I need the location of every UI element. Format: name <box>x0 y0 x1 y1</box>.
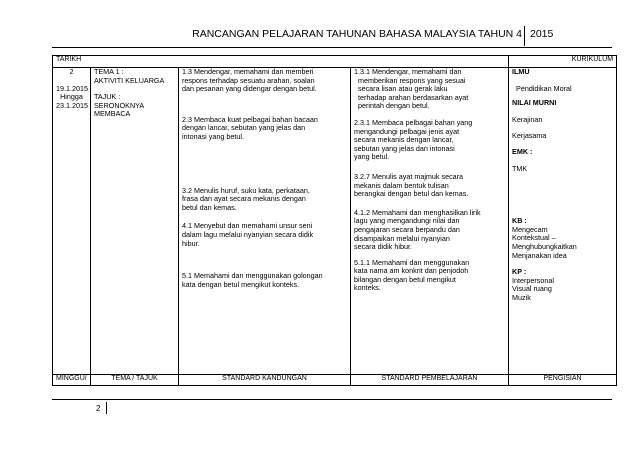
sk-line: 1.3 Mendengar, memahami dan memberi <box>182 67 314 76</box>
sp-line: lagu yang mengandungi nilai dan <box>354 216 460 226</box>
kp-item: Muzik <box>512 292 531 302</box>
kp-item: Visual ruang <box>512 284 552 294</box>
sp-line: 5.1.1 Memahami dan menggunakan <box>354 257 470 267</box>
sp-line: memberikan respons yang sesuai <box>358 75 466 85</box>
sk-item <box>182 68 347 94</box>
sk-line: dengan lancar, sebutan yang jelas dan <box>182 123 306 133</box>
sk-item <box>182 116 347 142</box>
header-separator <box>524 26 525 46</box>
sk-line: betul dan kemas. <box>182 202 237 212</box>
sp-item <box>354 209 505 252</box>
nilai-item: Kerjasama <box>512 131 547 141</box>
sp-line: secara lisan atau gerak laku <box>358 84 448 94</box>
sk-item <box>182 272 347 289</box>
sp-item <box>354 68 505 111</box>
tema-cell <box>91 68 179 375</box>
sp-line: perintah dengan betul. <box>358 101 430 111</box>
kb-item: Menghubungkaitkan <box>512 241 577 251</box>
sp-item <box>354 119 505 162</box>
footer-header-sk: STANDARD KANDUNGAN <box>179 375 351 386</box>
tarikh-header: TARIKH <box>53 56 509 68</box>
sp-item <box>354 259 505 293</box>
document-year: 2015 <box>530 28 554 40</box>
sp-line: berangkai dengan betul dan kemas. <box>354 189 469 199</box>
sp-line: terhadap arahan berdasarkan ayat <box>358 92 469 102</box>
tajuk-line-1: SERONOKNYA <box>94 100 145 110</box>
sp-line: 4.1.2 Memahami dan menghasilkan lirik <box>354 207 481 217</box>
ilmu-label: ILMU <box>512 67 530 76</box>
sp-line: sebutan yang jelas dan intonasi <box>354 143 455 153</box>
kb-item: Menjanakan idea <box>512 250 567 260</box>
tema-value: AKTIVITI KELUARGA <box>94 75 165 85</box>
page-number-separator <box>106 402 107 414</box>
sp-line: kata nama am konkrit dan penjodoh <box>354 266 469 276</box>
kp-label: KP : <box>512 267 527 277</box>
sp-line: 1.3.1 Mendengar, memahami dan <box>354 67 462 76</box>
kb-label: KB : <box>512 216 527 226</box>
sp-line: 2.3.1 Membaca pelbagai bahan yang <box>354 117 473 127</box>
ilmu-value: Pendidikan Moral <box>516 83 572 93</box>
sp-line: secara mekanis dengan lancar, <box>354 135 454 145</box>
emk-label: EMK : <box>512 146 533 156</box>
header-rule <box>52 47 612 48</box>
date-cell <box>53 68 91 375</box>
footer-rule <box>52 399 612 400</box>
lesson-plan-table <box>52 55 617 386</box>
sp-line: disampaikan melalui nyanyian <box>354 233 450 243</box>
sp-line: pengajaran secara berpandu dan <box>354 224 460 234</box>
sk-line: 2.3 Membaca kuat pelbagai bahan bacaan <box>182 114 318 124</box>
sk-line: dalam lagu melalui nyanyian secara didik <box>182 229 314 239</box>
content-row <box>53 68 617 375</box>
kurikulum-header: KURIKULUM <box>509 56 617 68</box>
nilai-label: NILAI MURNI <box>512 98 557 108</box>
sk-line: 3.2 Menulis huruf, suku kata, perkataan, <box>182 185 310 195</box>
emk-value: TMK <box>512 163 528 173</box>
tema-label: TEMA 1 : <box>94 67 124 76</box>
date-from: 19.1.2015 <box>56 83 88 93</box>
sk-line: kata dengan betul mengikut konteks. <box>182 279 300 289</box>
kb-item: Kontekstual – <box>512 233 556 243</box>
sk-line: dan pesanan yang didengar dengan betul. <box>182 84 317 94</box>
sk-item <box>182 187 347 213</box>
footer-header-minggu: MINGGU/ <box>53 375 91 386</box>
tajuk-line-2: MEMBACA <box>94 109 131 119</box>
week-number: 2 <box>69 67 74 76</box>
sk-line: intonasi yang betul. <box>182 131 244 141</box>
standard-kandungan-cell <box>179 68 351 375</box>
sk-line: respons terhadap sesuatu arahan, soalan <box>182 75 315 85</box>
tajuk-label: TAJUK : <box>94 92 121 102</box>
standard-pembelajaran-cell <box>351 68 509 375</box>
sk-item <box>182 222 347 248</box>
pengisian-cell <box>509 68 617 375</box>
footer-header-pengisian: PENGISIAN <box>509 375 617 386</box>
top-header-row <box>53 56 617 68</box>
nilai-item: Kerajinan <box>512 114 543 124</box>
footer-header-tema: TEMA / TAJUK <box>91 375 179 386</box>
document-title: RANCANGAN PELAJARAN TAHUNAN BAHASA MALAYSIA TAHUN 4 <box>192 28 522 40</box>
sk-line: 5.1 Memahami dan menggunakan golongan <box>182 271 323 281</box>
kb-item: Mengecam <box>512 224 548 234</box>
sp-line: yang betul. <box>354 152 390 162</box>
page-number: 2 <box>96 404 101 413</box>
footer-header-sp: STANDARD PEMBELAJARAN <box>351 375 509 386</box>
sp-item <box>354 173 505 199</box>
sk-line: hibur. <box>182 238 200 248</box>
footer-header-row <box>53 375 617 386</box>
sk-line: frasa dan ayat secara mekanis dengan <box>182 194 306 204</box>
date-to: 23.1.2015 <box>56 100 88 110</box>
sp-line: 3.2.7 Menulis ayat majmuk secara <box>354 171 464 181</box>
kp-item: Interpersonal <box>512 275 554 285</box>
page-header <box>0 26 638 46</box>
sp-line: bilangan dengan betul mengikut <box>354 274 456 284</box>
sp-line: mengandungi pelbagai jenis ayat <box>354 126 460 136</box>
sp-line: konteks. <box>354 283 381 293</box>
date-to-word: Hingga <box>60 92 83 102</box>
sp-line: mekanis dalam bentuk tulisan <box>354 180 449 190</box>
sp-line: secara didik hibur. <box>354 242 412 252</box>
sk-line: 4.1 Menyebut dan memahami unsur seni <box>182 221 313 231</box>
